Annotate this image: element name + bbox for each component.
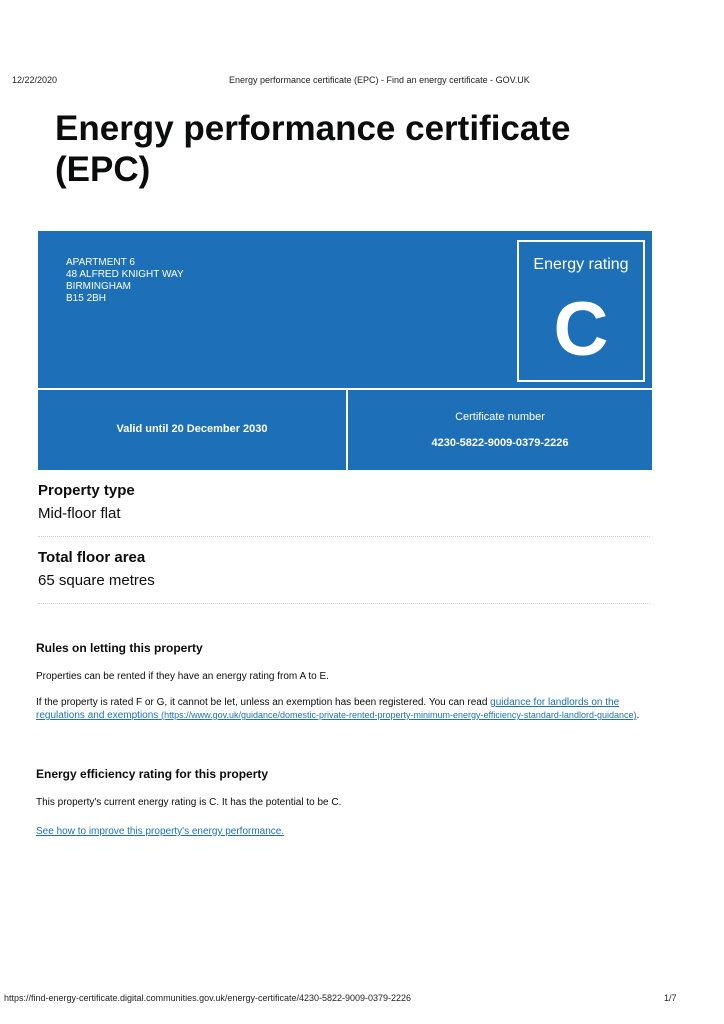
address-line: BIRMINGHAM xyxy=(66,281,131,292)
address-line: B15 2BH xyxy=(66,293,107,304)
page-title: Energy performance certificate (EPC) xyxy=(55,109,571,189)
divider xyxy=(38,388,652,390)
energy-rating-box xyxy=(517,240,645,382)
landlord-guidance-link[interactable]: guidance for landlords on the regulations and exemptions (https://www.gov.uk/guidance/domestic-private-rented-property-minimum-energy-efficiency-standard-landlord-guidance) xyxy=(36,697,637,721)
energy-rating-letter: C xyxy=(553,287,609,372)
address-line: 48 ALFRED KNIGHT WAY xyxy=(66,269,184,280)
address-line: APARTMENT 6 xyxy=(66,257,135,268)
period: . xyxy=(636,710,640,721)
print-page-title: Energy performance certificate (EPC) - Find an energy certificate - GOV.UK xyxy=(229,75,530,85)
letting-exemption-text xyxy=(36,697,656,722)
valid-until: Valid until 20 December 2030 xyxy=(116,423,268,435)
efficiency-text: This property's current energy rating is C. It has the potential to be C. xyxy=(36,797,342,808)
letting-rules-text: Properties can be rented if they have an energy rating from A to E. xyxy=(36,671,329,682)
divider xyxy=(38,536,650,538)
divider xyxy=(38,603,650,605)
print-url: https://find-energy-certificate.digital.communities.gov.uk/energy-certificate/4230-5822-9009-0379-2226 xyxy=(4,993,412,1003)
print-date: 12/22/2020 xyxy=(12,75,58,85)
floor-area-value: 65 square metres xyxy=(38,572,155,589)
energy-rating-label: Energy rating xyxy=(533,256,629,273)
print-page-number: 1/7 xyxy=(664,993,677,1003)
property-address xyxy=(66,257,184,305)
epc-certificate-panel xyxy=(38,231,652,470)
efficiency-heading: Energy efficiency rating for this property xyxy=(36,767,269,781)
floor-area-label: Total floor area xyxy=(38,549,146,566)
property-type-label: Property type xyxy=(38,482,135,499)
divider xyxy=(346,390,348,470)
property-type-value: Mid-floor flat xyxy=(38,505,121,522)
certificate-number: 4230-5822-9009-0379-2226 xyxy=(431,437,569,449)
exemption-text: If the property is rated F or G, it cannot be let, unless an exemption has been registered. You can read xyxy=(36,697,488,708)
improve-performance-link[interactable]: See how to improve this property's energy performance. xyxy=(36,826,285,837)
letting-rules-heading: Rules on letting this property xyxy=(36,641,203,655)
certificate-number-label: Certificate number xyxy=(455,411,545,423)
